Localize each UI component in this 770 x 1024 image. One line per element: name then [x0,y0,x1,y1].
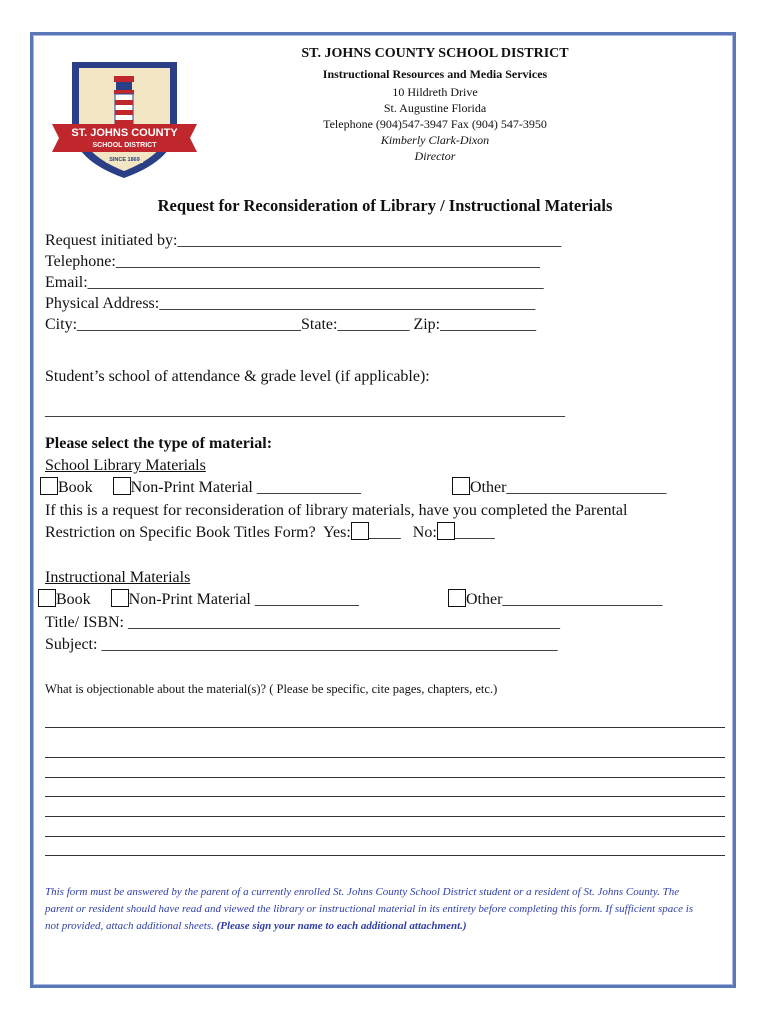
department-name: Instructional Resources and Media Services [322,67,548,81]
objection-question: What is objectionable about the material(s)? ( Please be specific, cite pages, chapters, etc.) [45,682,498,696]
instructional-other-row [448,589,662,610]
street-address: 10 Hildreth Drive [392,85,478,99]
instructional-heading: Instructional Materials [45,569,191,586]
library-nonprint-label: Non-Print Material _____________ [130,479,361,496]
form-title: Request for Reconsideration of Library / Instructional Materials [157,196,613,215]
footer-note [45,884,695,935]
answer-line[interactable] [45,777,725,778]
director-name: Kimberly Clark-Dixon [380,133,490,147]
answer-line[interactable] [45,816,725,817]
school-label: Student’s school of attendance & grade level (if applicable): [45,368,430,385]
answer-line[interactable] [45,855,725,856]
yes-checkbox[interactable] [351,522,369,540]
district-name: ST. JOHNS COUNTY SCHOOL DISTRICT [301,46,569,61]
library-book-label: Book [58,479,93,496]
subject-field[interactable]: Subject: _________________________________________________________ [45,636,558,653]
library-heading: School Library Materials [45,457,206,474]
answer-line[interactable] [45,727,725,728]
yes-blank: ____ [368,524,401,541]
no-blank: _____ [454,524,495,541]
library-options-row [40,477,361,498]
instructional-options-row [38,589,359,610]
instructional-nonprint-checkbox[interactable] [111,589,129,607]
footer-note-bold: (Please sign your name to each additional attachment.) [216,920,467,932]
library-other-label: Other____________________ [470,479,667,496]
parental-question-line2: Restriction on Specific Book Titles Form? Yes: [45,524,351,541]
logo-bottom-text: SCHOOL DISTRICT [92,142,157,149]
address-field[interactable]: Physical Address:_______________________________________________ [45,295,536,312]
zip-field[interactable]: Zip:____________ [413,316,537,333]
director-title: Director [414,149,456,163]
email-field[interactable]: Email:_________________________________________________________ [45,274,544,291]
instructional-other-label: Other____________________ [466,591,663,608]
parental-question-line1: If this is a request for reconsideration of library materials, have you completed the Parental [45,502,628,519]
instructional-book-label: Book [56,591,91,608]
parental-question-row [45,522,495,543]
instructional-book-checkbox[interactable] [38,589,56,607]
answer-line[interactable] [45,836,725,837]
school-field[interactable]: _________________________________________________________________ [45,402,565,419]
title-isbn-field[interactable]: Title/ ISBN: ______________________________________________________ [45,614,560,631]
library-nonprint-checkbox[interactable] [113,477,131,495]
library-other-row [452,477,666,498]
answer-line[interactable] [45,796,725,797]
no-checkbox[interactable] [437,522,455,540]
logo-top-text: ST. JOHNS COUNTY [71,127,178,139]
city-address: St. Augustine Florida [383,101,487,115]
requested-by-field[interactable]: Request initiated by:________________________________________________ [45,232,562,249]
library-other-checkbox[interactable] [452,477,470,495]
logo-since-text: SINCE 1869 [109,157,140,163]
telephone-field[interactable]: Telephone:_____________________________________________________ [45,253,540,270]
phone-fax: Telephone (904)547-3947 Fax (904) 547-3950 [323,117,547,131]
district-logo [52,54,197,182]
footer-note-text: This form must be answered by the parent of a currently enrolled St. Johns County School District student or a resident of St. Johns County. The parent or resident should have read and viewed the library or instructional material in its entirety before completing this form. If sufficient space is not provided, attach additional sheets. [45,886,694,932]
state-field[interactable]: State:_________ [301,316,410,333]
instructional-other-checkbox[interactable] [448,589,466,607]
city-field[interactable]: City:____________________________ [45,316,302,333]
answer-line[interactable] [45,757,725,758]
library-book-checkbox[interactable] [40,477,58,495]
city-state-zip-row [45,314,536,335]
no-label: No: [412,524,437,541]
instructional-nonprint-label: Non-Print Material _____________ [128,591,359,608]
material-type-label: Please select the type of material: [45,435,273,452]
